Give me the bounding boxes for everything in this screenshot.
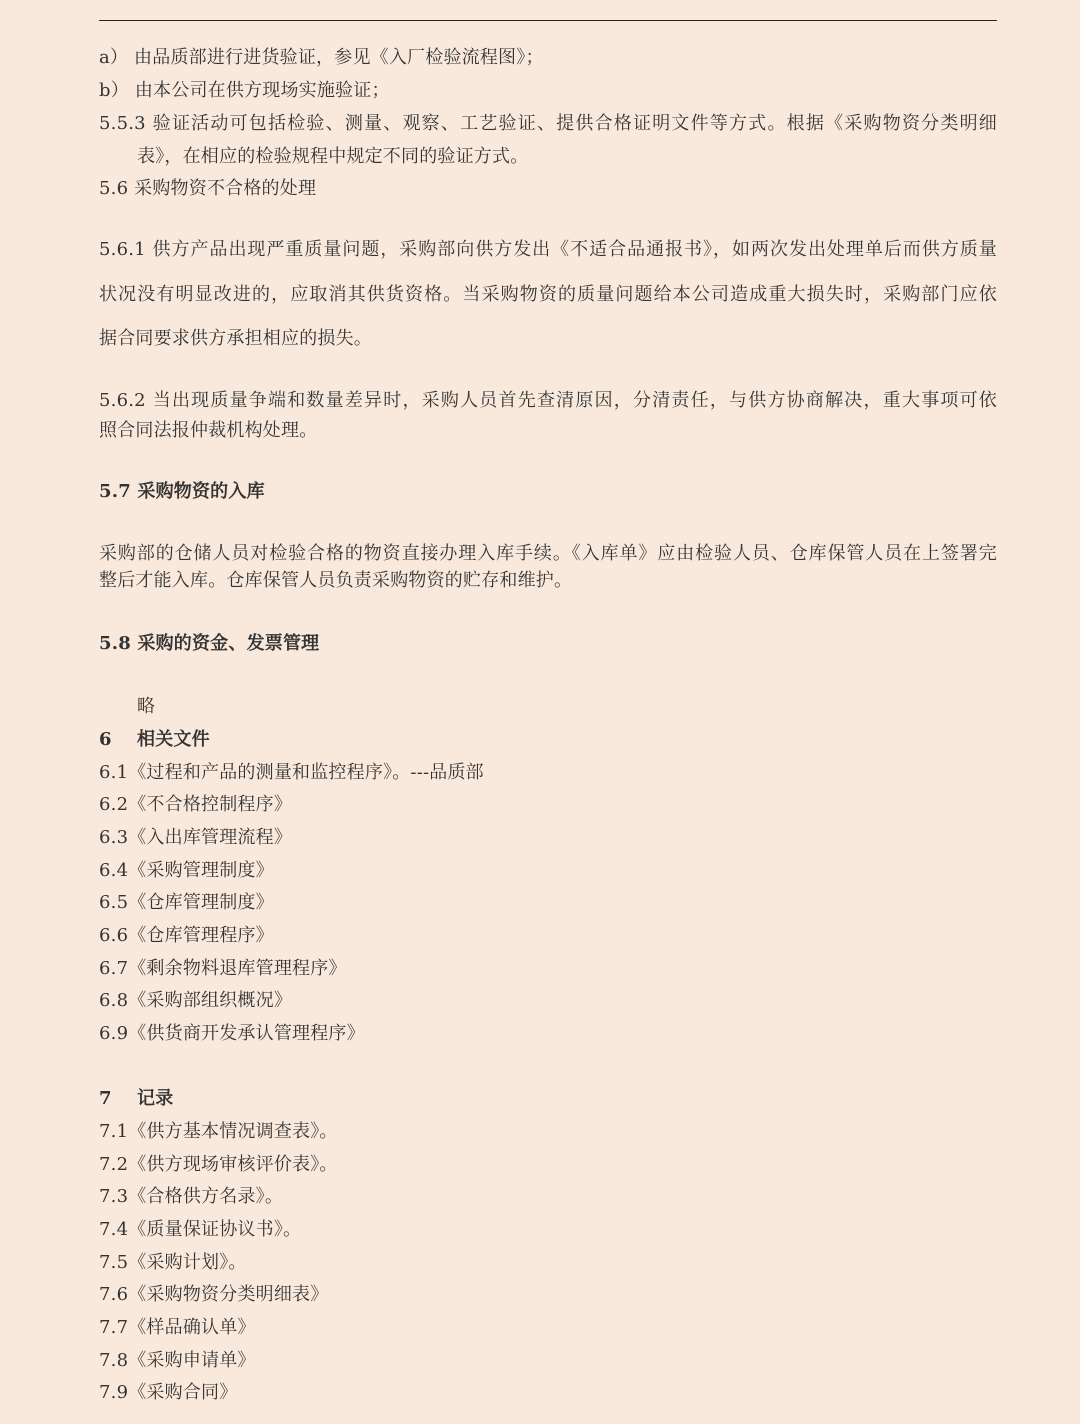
verify-item-b: b） 由本公司在供方现场实施验证； [99,80,390,101]
heading-section-6 [99,727,210,753]
verify-item-a: a） 由品质部进行进货验证，参见《入厂检验流程图》； [99,47,544,68]
related-doc-item: 6.6《仓库管理程序》 [99,925,274,946]
related-doc-item: 6.1《过程和产品的测量和监控程序》。---品质部 [99,762,484,783]
record-item: 7.1《供方基本情况调查表》。 [99,1121,338,1142]
related-doc-item: 6.5《仓库管理制度》 [99,892,274,913]
related-doc-item: 6.8《采购部组织概况》 [99,990,293,1011]
section-7-title: 记录 [137,1088,174,1109]
section-6-number: 6 [99,729,112,750]
section-5-7-line1: 采购部的仓储人员对检验合格的物资直接办理入库手续。《入库单》应由检验人员、仓库保管人员在上签署完 [99,543,997,564]
record-item: 7.5《采购计划》。 [99,1252,247,1273]
clause-5-6-1-line1: 5.6.1 供方产品出现严重质量问题，采购部向供方发出《不适合品通报书》，如两次发出处理单后而供方质量 [99,239,997,260]
section-5-7-line2: 整后才能入库。仓库保管人员负责采购物资的贮存和维护。 [99,570,573,591]
heading-5-8: 5.8 采购的资金、发票管理 [99,633,320,654]
clause-5-6-1-line2: 状况没有明显改进的，应取消其供货资格。当采购物资的质量问题给本公司造成重大损失时，采购部门应依 [99,284,997,305]
heading-section-7 [99,1086,173,1112]
clause-5-6-2-line2: 照合同法报仲裁机构处理。 [99,420,318,441]
clause-5-5-3-line2: 表》，在相应的检验规程中规定不同的验证方式。 [137,146,529,167]
top-rule [99,20,997,21]
record-item: 7.4《质量保证协议书》。 [99,1219,302,1240]
record-item: 7.6《采购物资分类明细表》 [99,1284,329,1305]
related-doc-item: 6.7《剩余物料退库管理程序》 [99,958,347,979]
section-7-number: 7 [99,1088,112,1109]
related-doc-item: 6.3《入出库管理流程》 [99,827,293,848]
related-doc-item: 6.2《不合格控制程序》 [99,794,293,815]
record-item: 7.8《采购申请单》 [99,1350,256,1371]
heading-5-7: 5.7 采购物资的入库 [99,481,265,502]
record-item: 7.3《合格供方名录》。 [99,1186,284,1207]
section-6-title: 相关文件 [137,729,210,750]
heading-5-6: 5.6 采购物资不合格的处理 [99,178,317,199]
record-item: 7.9《采购合同》 [99,1382,238,1403]
clause-5-5-3-line1: 5.5.3 验证活动可包括检验、测量、观察、工艺验证、提供合格证明文件等方式。根据《采购物资分类明细 [99,113,997,134]
related-doc-item: 6.9《供货商开发承认管理程序》 [99,1023,365,1044]
related-doc-item: 6.4《采购管理制度》 [99,860,274,881]
record-item: 7.2《供方现场审核评价表》。 [99,1154,338,1175]
clause-5-6-2-line1: 5.6.2 当出现质量争端和数量差异时，采购人员首先查清原因，分清责任，与供方协商解决，重大事项可依 [99,390,997,411]
clause-5-6-1-line3: 据合同要求供方承担相应的损失。 [99,328,372,349]
section-5-8-body: 略 [137,696,156,717]
record-item: 7.7《样品确认单》 [99,1317,256,1338]
